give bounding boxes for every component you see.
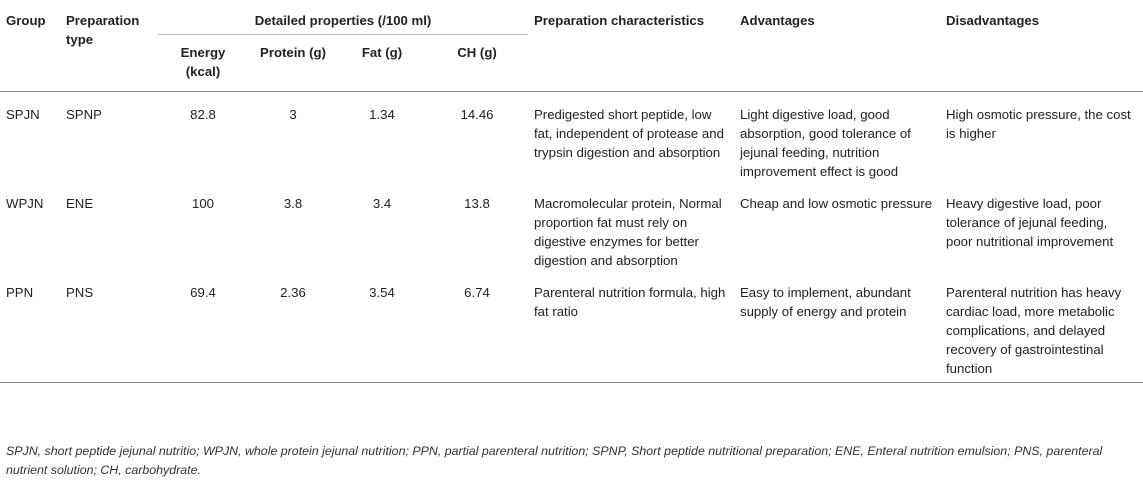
header-fat: Fat (g) (361, 45, 403, 60)
cell-group: WPJN (6, 196, 44, 211)
header-ch: CH (g) (457, 45, 497, 60)
cell-fat: 3.54 (369, 285, 395, 300)
header-protein: Protein (g) (260, 45, 326, 60)
cell-group: SPJN (6, 107, 40, 122)
table-row (0, 270, 1143, 383)
cell-ch: 6.74 (464, 285, 490, 300)
cell-characteristics: Macromolecular protein, Normal proportion fat must rely on digestive enzymes for better digestion and absorption (534, 196, 722, 268)
cell-protein: 2.36 (280, 285, 306, 300)
cell-disadvantages: High osmotic pressure, the cost is higher (946, 107, 1131, 141)
cell-protein: 3.8 (283, 196, 303, 211)
header-group: Group (6, 13, 46, 28)
cell-fat: 3.4 (372, 196, 392, 211)
cell-energy: 82.8 (190, 107, 216, 122)
cell-ch: 13.8 (464, 196, 490, 211)
cell-preparation-type: PNS (66, 285, 94, 300)
cell-energy: 100 (191, 196, 214, 211)
cell-fat: 1.34 (369, 107, 395, 122)
header-advantages: Advantages (740, 13, 815, 28)
cell-protein: 3 (289, 107, 297, 122)
table-header (0, 0, 1143, 92)
header-disadvantages: Disadvantages (946, 13, 1040, 28)
cell-advantages: Cheap and low osmotic pressure (740, 196, 933, 211)
header-preparation-type: Preparation type (66, 13, 140, 47)
cell-preparation-type: ENE (66, 196, 94, 211)
table-body (0, 92, 1143, 383)
table-row (0, 92, 1143, 182)
cell-group: PPN (6, 285, 34, 300)
header-detailed-properties: Detailed properties (/100 ml) (158, 0, 528, 35)
header-energy: Energy (kcal) (180, 45, 226, 79)
table-row (0, 181, 1143, 270)
cell-advantages: Light digestive load, good absorption, good tolerance of jejunal feeding, nutrition improvement effect is good (740, 107, 911, 179)
cell-characteristics: Parenteral nutrition formula, high fat ratio (534, 285, 726, 319)
cell-preparation-type: SPNP (66, 107, 102, 122)
cell-advantages: Easy to implement, abundant supply of energy and protein (740, 285, 911, 319)
table-footnote: SPJN, short peptide jejunal nutritio; WPJN, whole protein jejunal nutrition; PPN, partial parenteral nutrition; SPNP, Short peptide nutritional preparation; ENE, Enteral nutrition emulsion; PNS, parenteral nutrient solution; CH, carbohydrate. (6, 444, 1103, 477)
cell-disadvantages: Parenteral nutrition has heavy cardiac load, more metabolic complications, and delayed recovery of gastrointestinal function (946, 285, 1122, 376)
cell-ch: 14.46 (460, 107, 494, 122)
cell-characteristics: Predigested short peptide, low fat, independent of protease and trypsin digestion and absorption (534, 107, 724, 160)
cell-disadvantages: Heavy digestive load, poor tolerance of jejunal feeding, poor nutritional improvement (946, 196, 1114, 249)
header-preparation-characteristics: Preparation characteristics (534, 13, 705, 28)
cell-energy: 69.4 (190, 285, 216, 300)
